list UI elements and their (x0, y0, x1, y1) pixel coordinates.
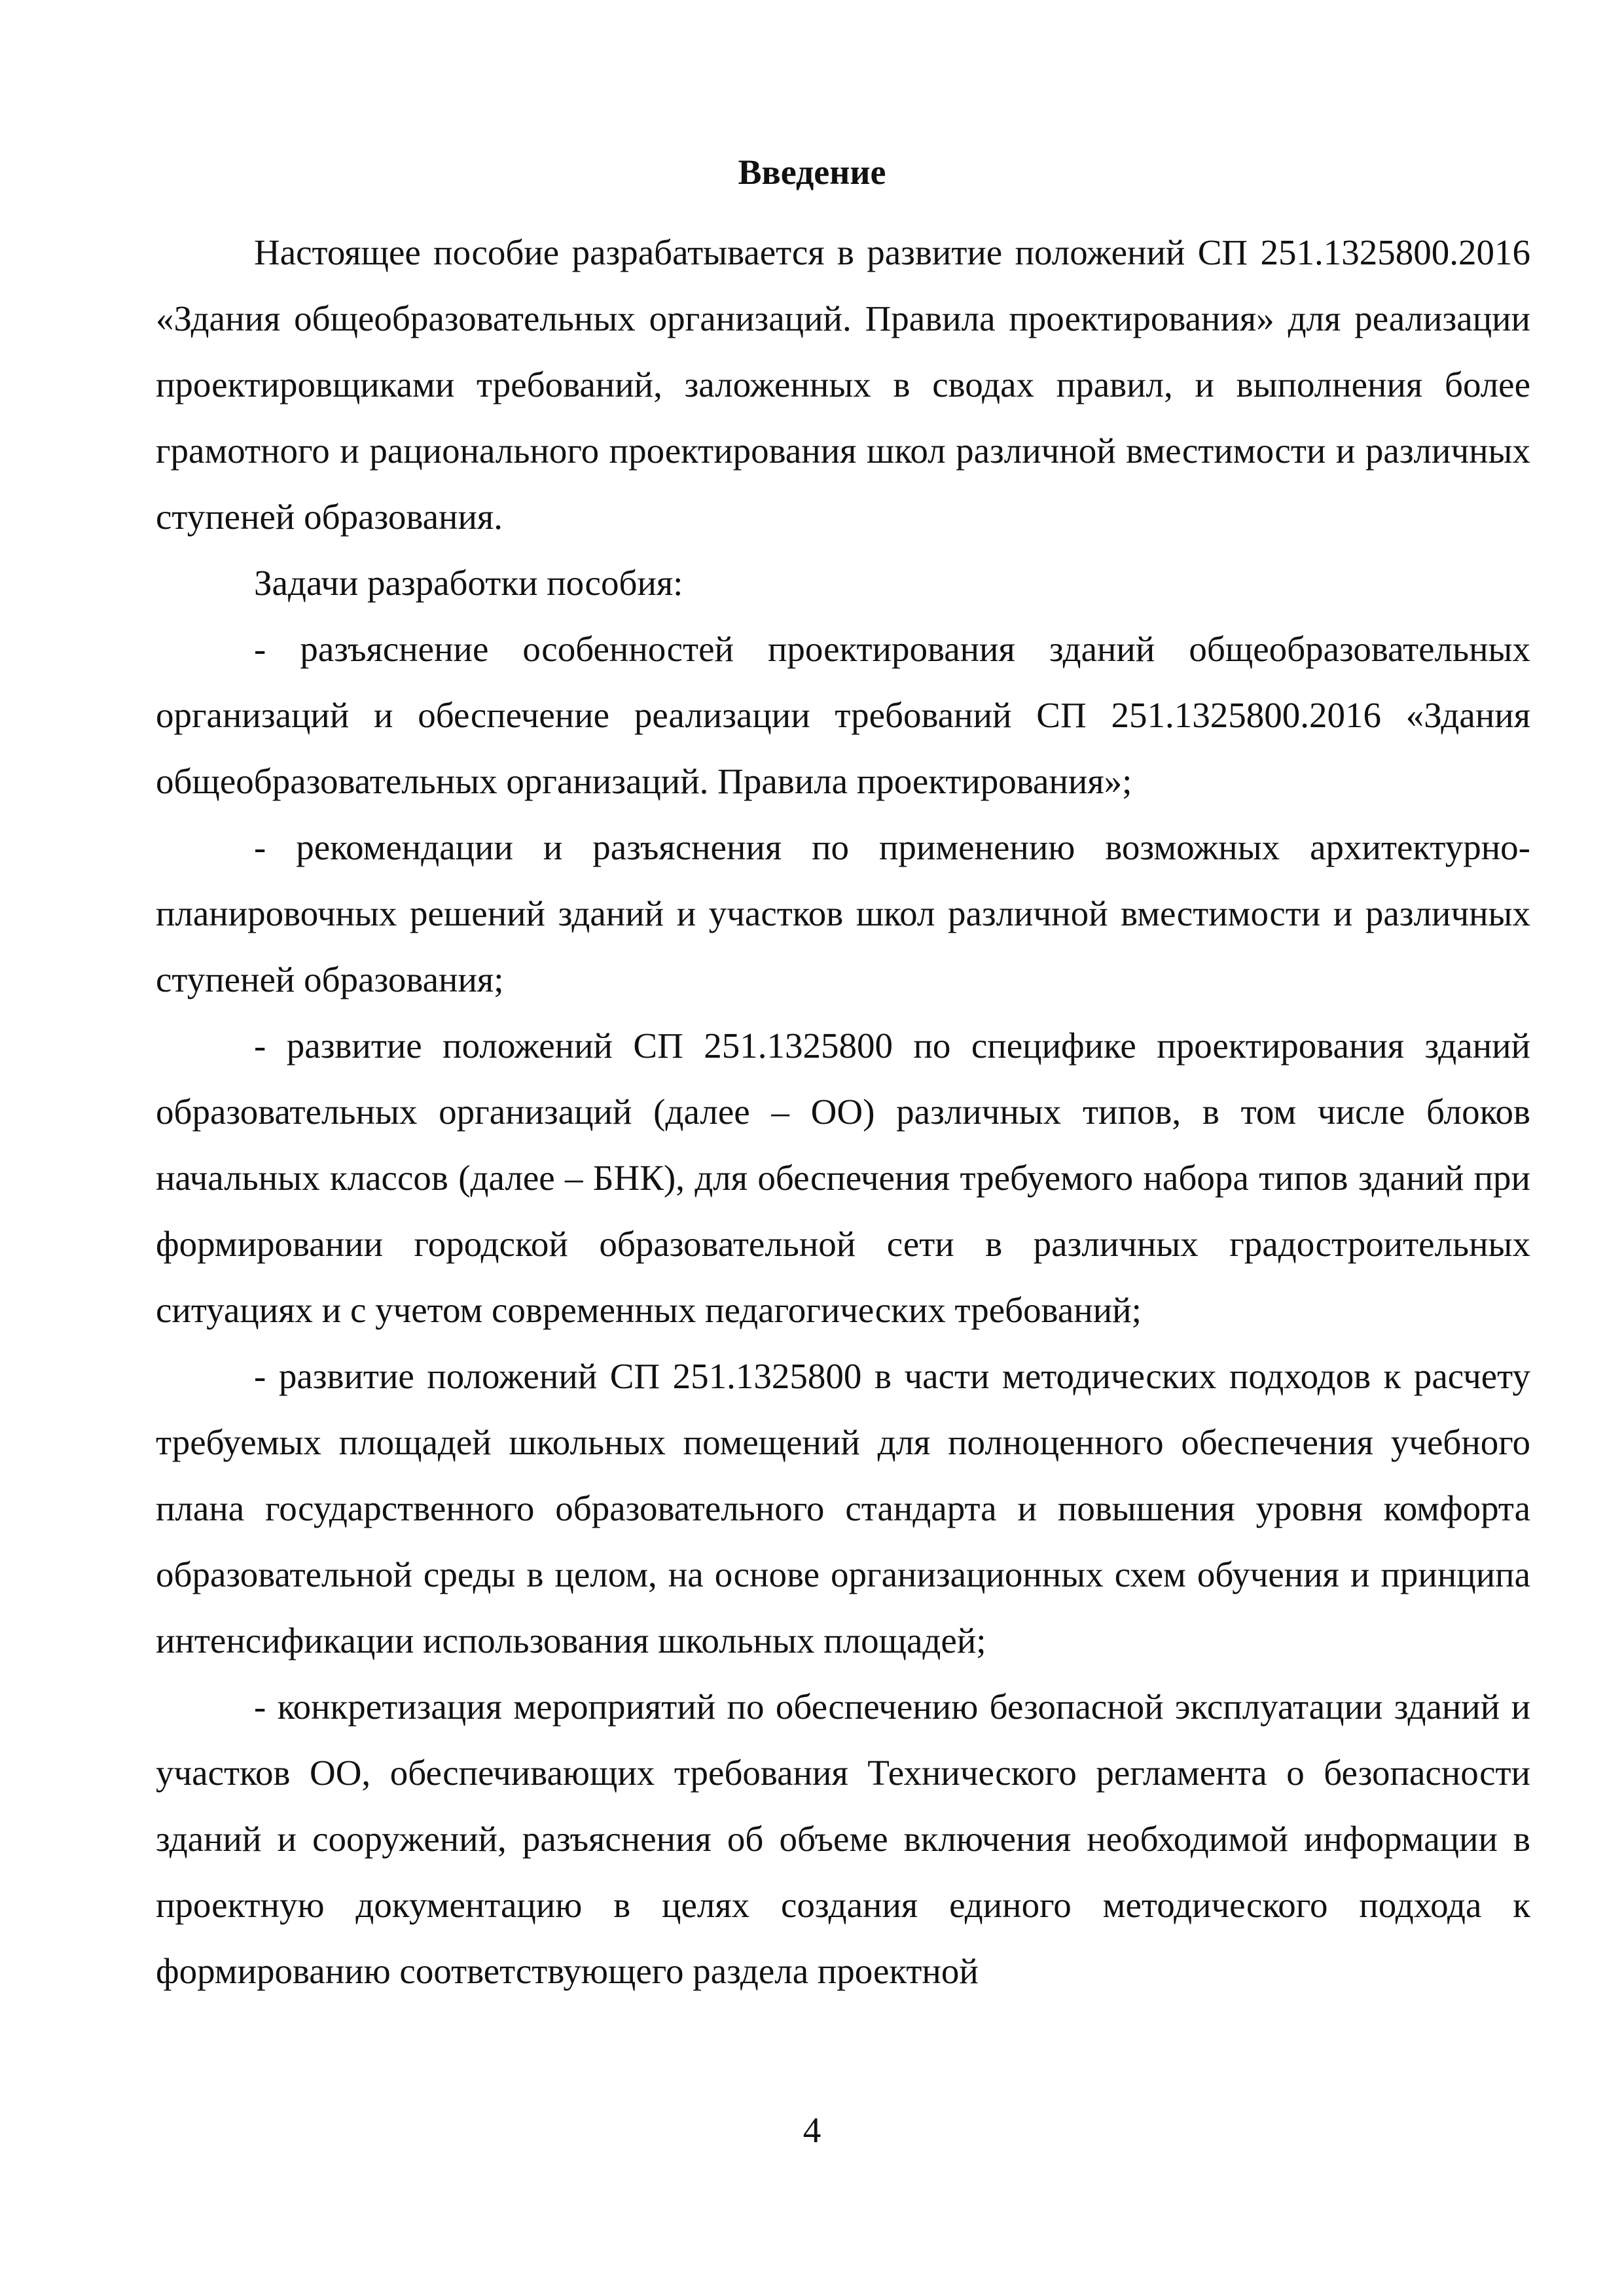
list-item-task-4: - развитие положений СП 251.1325800 в части методических подходов к расчету требуемых площадей школьных помещений для полноценного обеспечения учебного плана государственного образовательного стандарта и повышения уровня комфорта образовательной среды в целом, на основе организационных схем обучения и принципа интенсификации использования школьных площадей; (156, 1356, 1530, 1660)
paragraph-tasks-heading: Задачи разработки пособия: (254, 563, 683, 603)
list-item-task-3: - развитие положений СП 251.1325800 по специфике проектирования зданий образовательных организаций (далее – ОО) различных типов, в том числе блоков начальных классов (далее – БНК), для обеспечения требуемого набора типов зданий при формировании городской образовательной сети в различных градостроительных ситуациях и с учетом современных педагогических требований; (156, 1026, 1530, 1330)
list-item-task-1: - разъяснение особенностей проектирования зданий общеобразовательных организаций и обеспечение реализации требований СП 251.1325800.2016 «Здания общеобразовательных организаций. Правила проектирования»; (156, 629, 1530, 801)
list-item-task-5: - конкретизация мероприятий по обеспечению безопасной эксплуатации зданий и участков ОО, обеспечивающих требования Технического регламента о безопасности зданий и сооружений, разъяснения об объеме включения необходимой информации в проектную документацию в целях создания единого методического подхода к формированию соответствующего раздела проектной (156, 1687, 1530, 1991)
paragraph-intro: Настоящее пособие разрабатывается в развитие положений СП 251.1325800.2016 «Здания общеобразовательных организаций. Правила проектирования» для реализации проектировщиками требований, заложенных в сводах правил, и выполнения более грамотного и рационального проектирования школ различной вместимости и различных ступеней образования. (156, 232, 1530, 537)
list-item-task-2: - рекомендации и разъяснения по применению возможных архитектурно-планировочных решений зданий и участков школ различной вместимости и различных ступеней образования; (156, 827, 1530, 999)
body-text (156, 219, 1530, 2004)
page-title: Введение (738, 152, 886, 192)
page-number: 4 (803, 2110, 821, 2150)
